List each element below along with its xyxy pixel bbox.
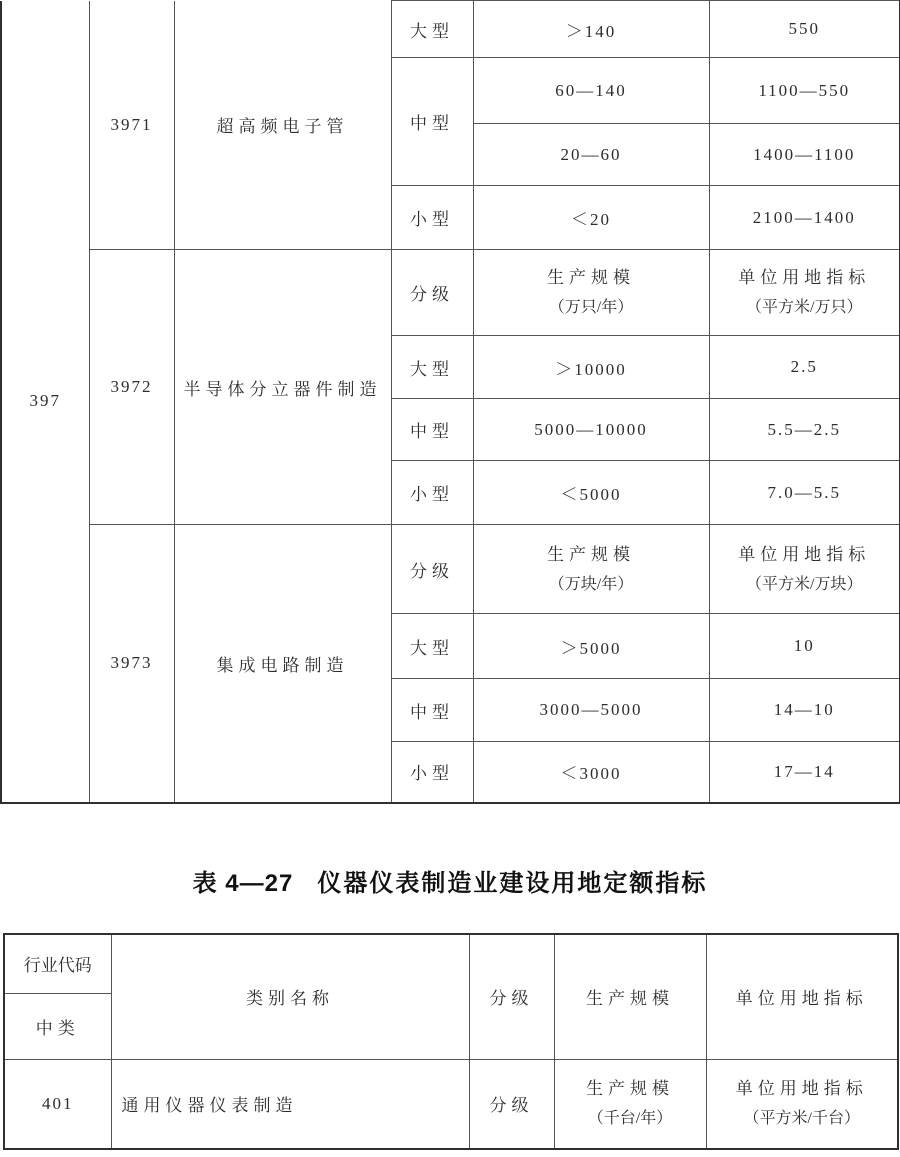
cell-grade: 中型 <box>391 679 473 742</box>
cell-production-scale: ＞140 <box>473 1 709 58</box>
cell-land-index: 2100—1400 <box>709 186 900 250</box>
cell-land-index: 17—14 <box>709 742 900 803</box>
cell-grade: 小型 <box>391 461 473 525</box>
header-land-index: 单位用地指标 <box>706 934 898 1059</box>
cell-scale-header <box>473 250 709 336</box>
cell-land-index: 550 <box>709 1 900 58</box>
cell-grade: 分级 <box>469 1059 554 1149</box>
header-grade: 分级 <box>469 934 554 1059</box>
cell-land-index: 14—10 <box>709 679 900 742</box>
cell-index-header <box>709 250 900 336</box>
cell-land-index: 1400—1100 <box>709 124 900 186</box>
index-header-title: 单位用地指标 <box>738 268 871 287</box>
cell-category-name-401: 通用仪器仪表制造 <box>111 1059 469 1149</box>
index-header-unit: （平方米/万只） <box>746 299 863 316</box>
cell-index-header <box>709 525 900 614</box>
index-header-title: 单位用地指标 <box>738 544 871 564</box>
scale-header-title: 生产规模 <box>586 1079 674 1099</box>
cell-production-scale: 5000—10000 <box>473 399 709 461</box>
cell-production-scale: 60—140 <box>473 58 709 124</box>
cell-grade: 小型 <box>391 186 473 250</box>
cell-grade: 小型 <box>391 742 473 803</box>
table-title-number: 表 4—27 <box>192 870 294 897</box>
cell-category-name-3972: 半导体分立器件制造 <box>174 250 391 525</box>
header-industry-code: 行业代码 <box>4 934 111 993</box>
scale-header-title: 生产规模 <box>547 268 635 287</box>
cell-mid-class-code-3972: 3972 <box>89 250 174 525</box>
cell-scale-header <box>554 1059 706 1149</box>
cell-production-scale: ＞5000 <box>473 614 709 679</box>
table-title-text: 仪器仪表制造业建设用地定额指标 <box>317 870 708 897</box>
cell-category-name-3971: 超高频电子管 <box>174 1 391 250</box>
cell-index-header <box>706 1059 898 1149</box>
table-title <box>0 868 900 900</box>
index-header-unit: （平方米/千台） <box>743 1110 860 1128</box>
cell-land-index: 5.5—2.5 <box>709 399 900 461</box>
cell-production-scale: 3000—5000 <box>473 679 709 742</box>
cell-grade: 中型 <box>391 399 473 461</box>
cell-grade: 中型 <box>391 58 473 186</box>
header-category-name: 类别名称 <box>111 934 469 1059</box>
index-header-unit: （平方米/万块） <box>746 575 863 593</box>
cell-land-index: 10 <box>709 614 900 679</box>
header-production-scale: 生产规模 <box>554 934 706 1059</box>
cell-production-scale: ＞10000 <box>473 336 709 399</box>
cell-category-name-3973: 集成电路制造 <box>174 525 391 803</box>
land-quota-table-instruments <box>3 933 899 1150</box>
cell-grade: 大型 <box>391 1 473 58</box>
cell-production-scale: ＜5000 <box>473 461 709 525</box>
scale-header-unit: （万块/年） <box>548 575 634 593</box>
cell-mid-class-code-3973: 3973 <box>89 525 174 803</box>
scale-header-title: 生产规模 <box>547 544 635 564</box>
cell-grade: 大型 <box>391 614 473 679</box>
cell-mid-class-code-401: 401 <box>4 1059 111 1149</box>
cell-industry-class-code: 397 <box>1 1 89 803</box>
cell-scale-header <box>473 525 709 614</box>
cell-production-scale: ＜20 <box>473 186 709 250</box>
cell-mid-class-code-3971: 3971 <box>89 1 174 250</box>
scale-header-unit: （千台/年） <box>587 1110 673 1128</box>
index-header-title: 单位用地指标 <box>735 1079 868 1099</box>
cell-land-index: 1100—550 <box>709 58 900 124</box>
header-mid-class: 中类 <box>4 993 111 1059</box>
cell-grade: 大型 <box>391 336 473 399</box>
cell-production-scale: ＜3000 <box>473 742 709 803</box>
scale-header-unit: （万只/年） <box>548 299 634 316</box>
cell-land-index: 2.5 <box>709 336 900 399</box>
cell-grade-header: 分级 <box>391 250 473 336</box>
cell-land-index: 7.0—5.5 <box>709 461 900 525</box>
cell-grade-header: 分级 <box>391 525 473 614</box>
cell-production-scale: 20—60 <box>473 124 709 186</box>
